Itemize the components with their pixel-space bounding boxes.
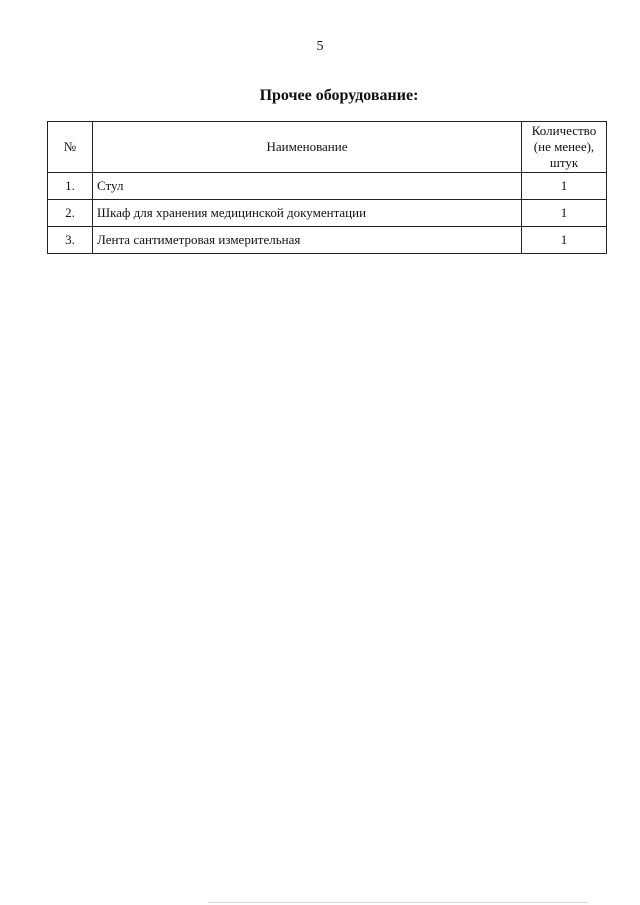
header-name: Наименование [93,122,522,173]
scan-edge-line [208,902,588,903]
row-name: Стул [93,173,522,200]
table-header [48,122,607,173]
section-title: Прочее оборудование: [259,87,419,104]
row-name: Шкаф для хранения медицинской документации [93,200,522,227]
equipment-table [47,121,607,254]
row-name: Лента сантиметровая измерительная [93,227,522,254]
row-number: 2. [48,200,93,227]
table-row [48,173,607,200]
row-number: 1. [48,173,93,200]
page-number: 5 [316,39,324,54]
row-quantity: 1 [522,200,607,227]
table-row [48,227,607,254]
header-number: № [48,122,93,173]
table-row [48,200,607,227]
table-body [48,173,607,254]
header-row [48,122,607,173]
row-quantity: 1 [522,173,607,200]
row-quantity: 1 [522,227,607,254]
row-number: 3. [48,227,93,254]
header-quantity: Количество (не менее), штук [522,122,607,173]
